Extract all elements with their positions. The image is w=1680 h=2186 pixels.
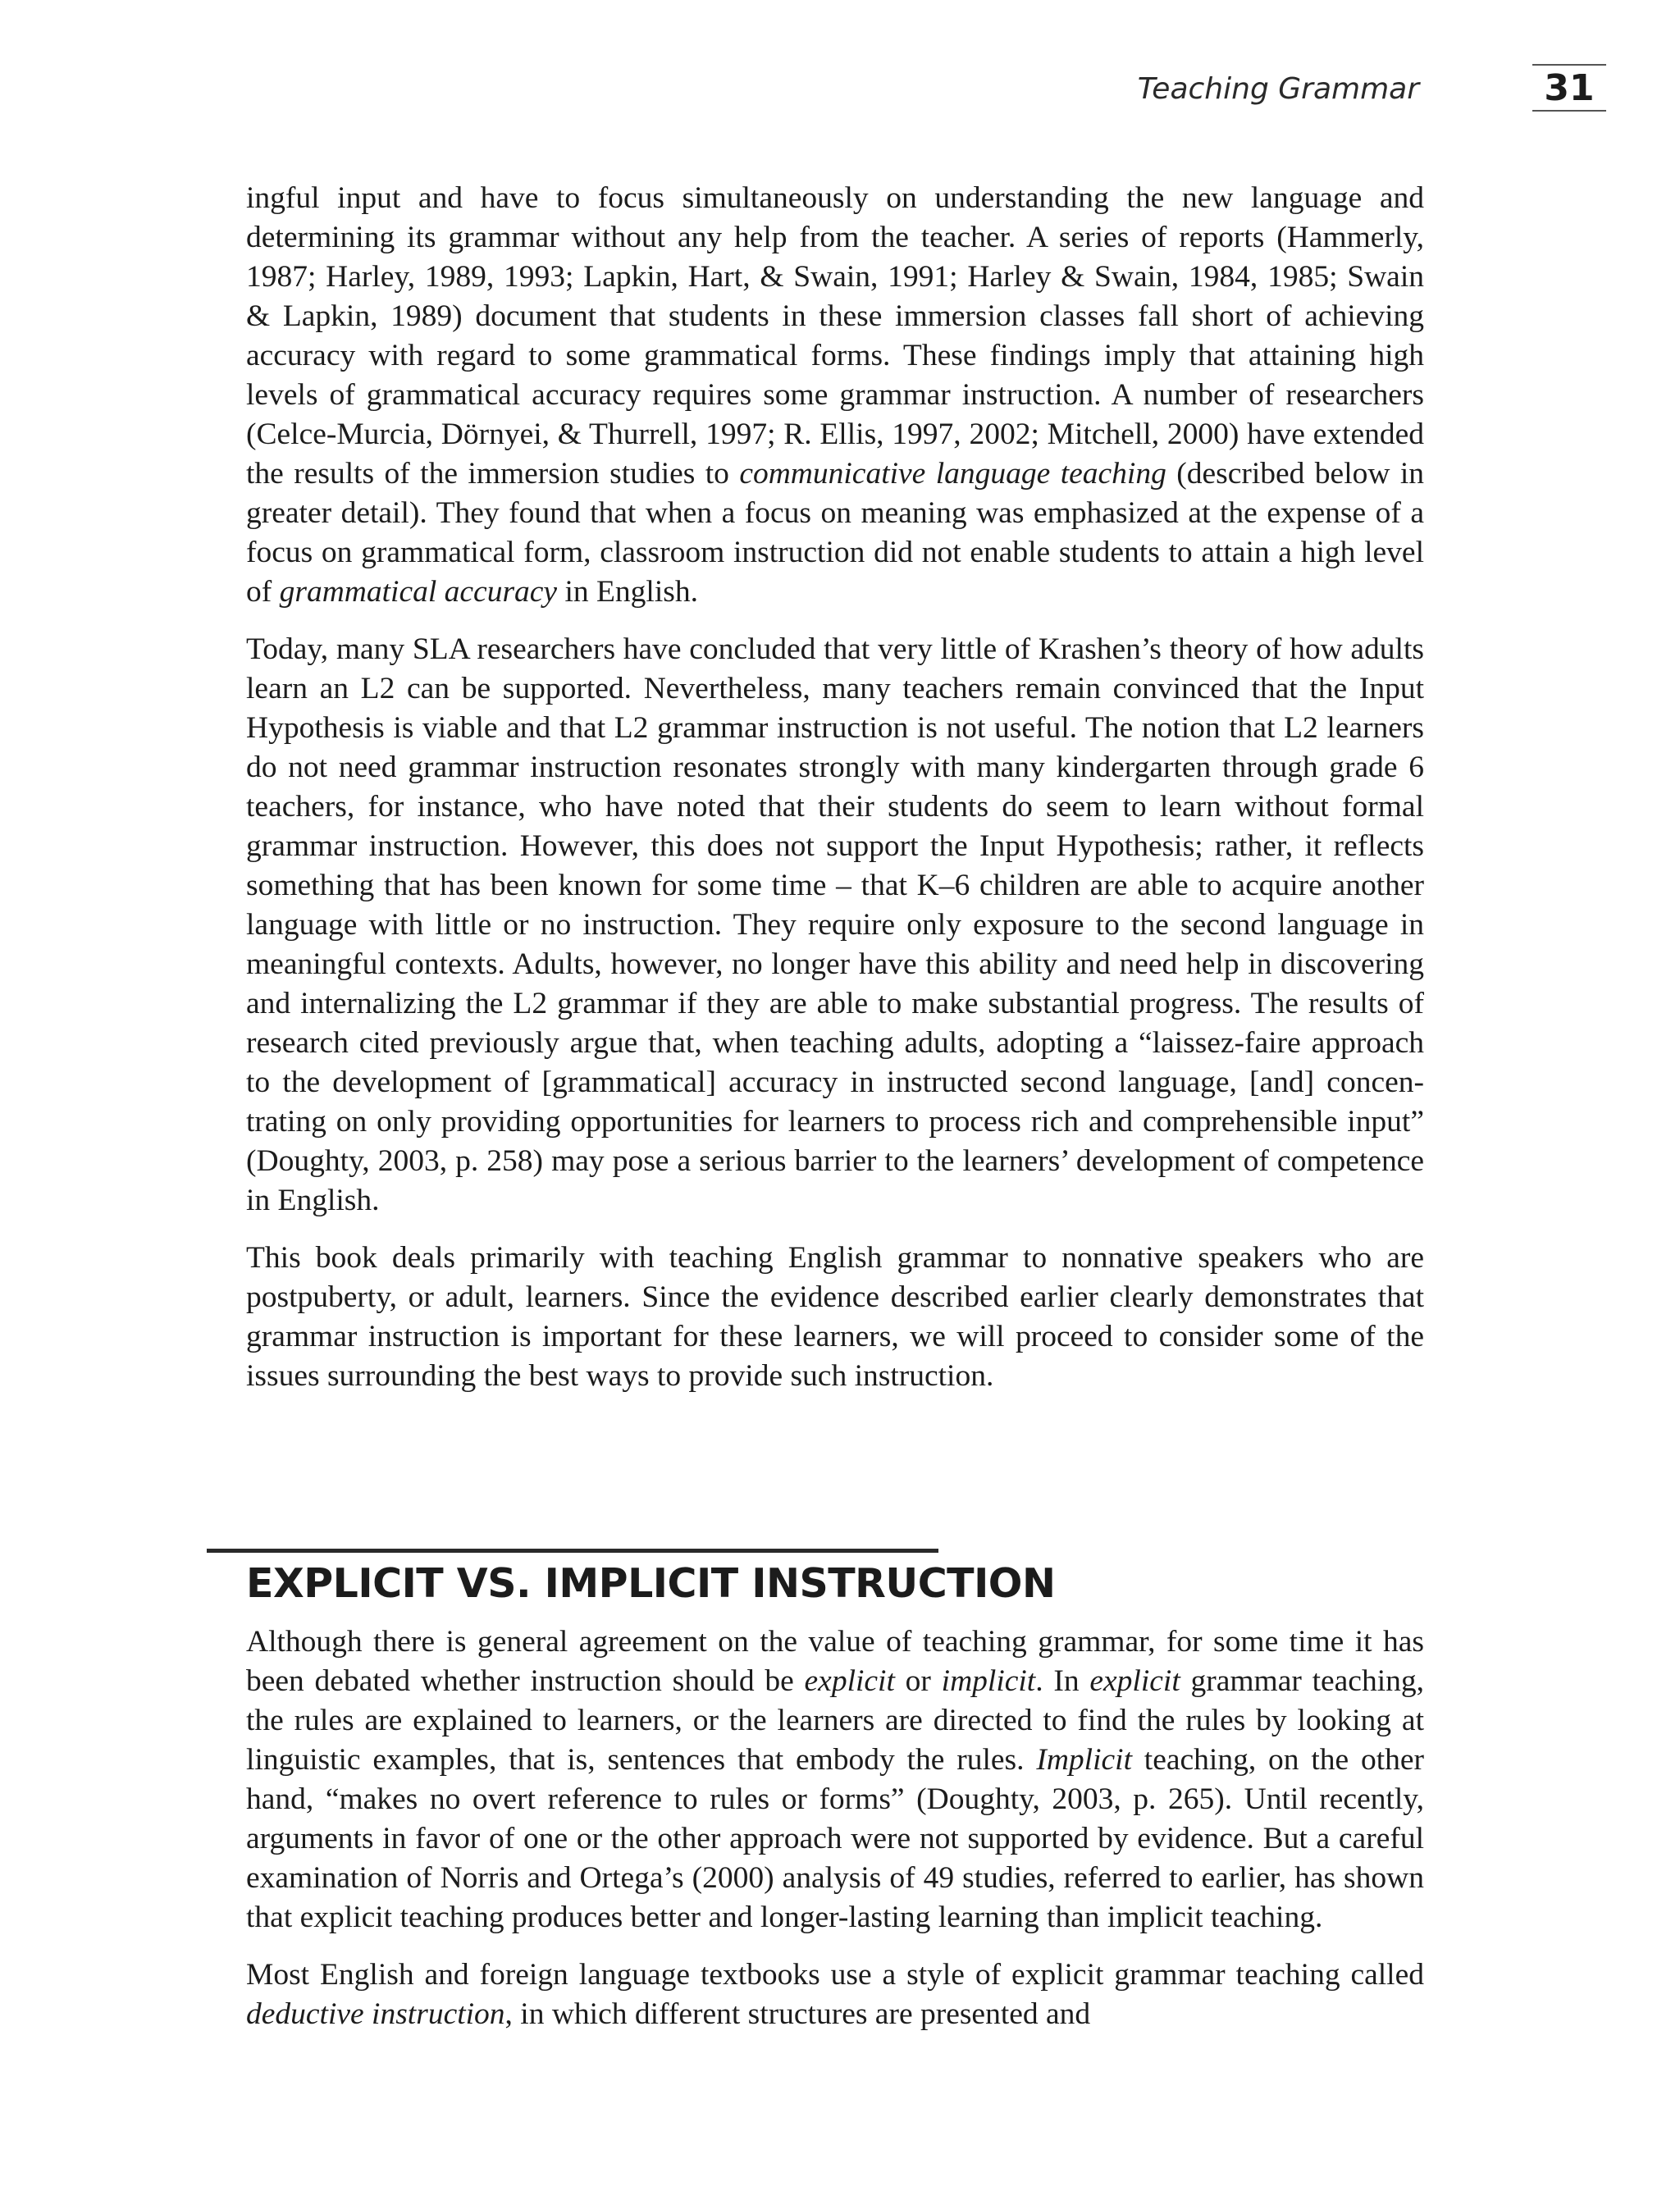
paragraph: Most English and foreign language textbooks use a style of explicit grammar teaching called deductive instruction, in which different structures are presented and bbox=[246, 1958, 1424, 2031]
paragraph: This book deals primarily with teaching English grammar to nonnative speakers who are postpuberty, or adult, learners. Since the evidence described earlier clearly demonstrates that grammar instruction is important for these learners, we will proceed to consider some of the issues surrounding the best ways to provide such instruction. bbox=[246, 1241, 1424, 1393]
section-rule bbox=[207, 1549, 938, 1553]
key-term: communicative language teaching bbox=[739, 457, 1166, 491]
key-term: grammatical accuracy bbox=[279, 575, 558, 609]
paragraph: Today, many SLA researchers have concluded that very little of Krashen’s theory of how adults learn an L2 can be supported. Nevertheless, many teachers remain convinced that the Input Hypothesis is viable and that L2 grammar instruction is not useful. The notion that L2 learners do not need grammar instruction resonates strongly with many kindergarten through grade 6 teachers, for instance, who have noted that their students do seem to learn without formal grammar instruction. However, this does not support the Input Hypothesis; rather, it reflects something that has been known for some time – that K–6 children are able to acquire another language with little or no instruction. They require only exposure to the second language in meaningful contexts. Adults, however, no longer have this ability and need help in discovering and internalizing the L2 grammar if they are able to make substantial progress. The results of research cited previously argue that, when teaching adults, adopting a “laissez-faire approach to the development of [grammatical] accuracy in instructed second language, [and] concentrating on only providing opportunities for learners to process rich and comprehensible input” (Doughty, 2003, p. 258) may pose a serious barrier to the learners’ development of competence in English. bbox=[246, 632, 1424, 1217]
key-term: explicit bbox=[804, 1664, 895, 1698]
body-text-section bbox=[246, 1622, 1424, 2052]
section-heading: EXPLICIT VS. IMPLICIT INSTRUCTION bbox=[246, 1560, 1056, 1607]
running-head: Teaching Grammar bbox=[1137, 72, 1419, 106]
key-term: Implicit bbox=[1036, 1743, 1132, 1777]
paragraph: Although there is general agreement on the value of teaching grammar, for some time it has been debated whether instruction should be explicit or implicit. In explicit grammar teaching, the rules are explained to learners, or the learners are directed to find the rules by looking at linguistic examples, that is, sentences that embody the rules. Implicit teaching, on the other hand, “makes no overt reference to rules or forms” (Doughty, 2003, p. 265). Until recently, arguments in favor of one or the other approach were not supported by evidence. But a careful examination of Norris and Ortega’s (2000) analysis of 49 studies, referred to earlier, has shown that explicit teaching produces better and longer-lasting learning than implicit teaching. bbox=[246, 1625, 1425, 1934]
key-term: implicit bbox=[941, 1664, 1036, 1698]
page-number: 31 bbox=[1532, 64, 1606, 112]
key-term: explicit bbox=[1089, 1664, 1180, 1698]
key-term: deductive instruction bbox=[246, 1997, 505, 2031]
body-text-top bbox=[246, 179, 1424, 1414]
paragraph: ingful input and have to focus simultaneously on understanding the new language and determining its grammar without any help from the teacher. A series of reports (Hammerly, 1987; Harley, 1989, 1993; Lapkin, Hart, & Swain, 1991; Harley & Swain, 1984, 1985; Swain & Lapkin, 1989) document that students in these immersion classes fall short of achieving accuracy with regard to some grammatical forms. These findings imply that attaining high levels of grammatical accuracy requires some grammar instruction. A number of researchers (Celce-Murcia, Dörnyei, & Thurrell, 1997; R. Ellis, 1997, 2002; Mitchell, 2000) have extended the results of the immersion studies to communicative language teaching (described below in greater detail). They found that when a focus on meaning was emphasized at the expense of a focus on grammatical form, classroom instruction did not enable students to attain a high level of grammatical accuracy in English. bbox=[246, 181, 1425, 609]
